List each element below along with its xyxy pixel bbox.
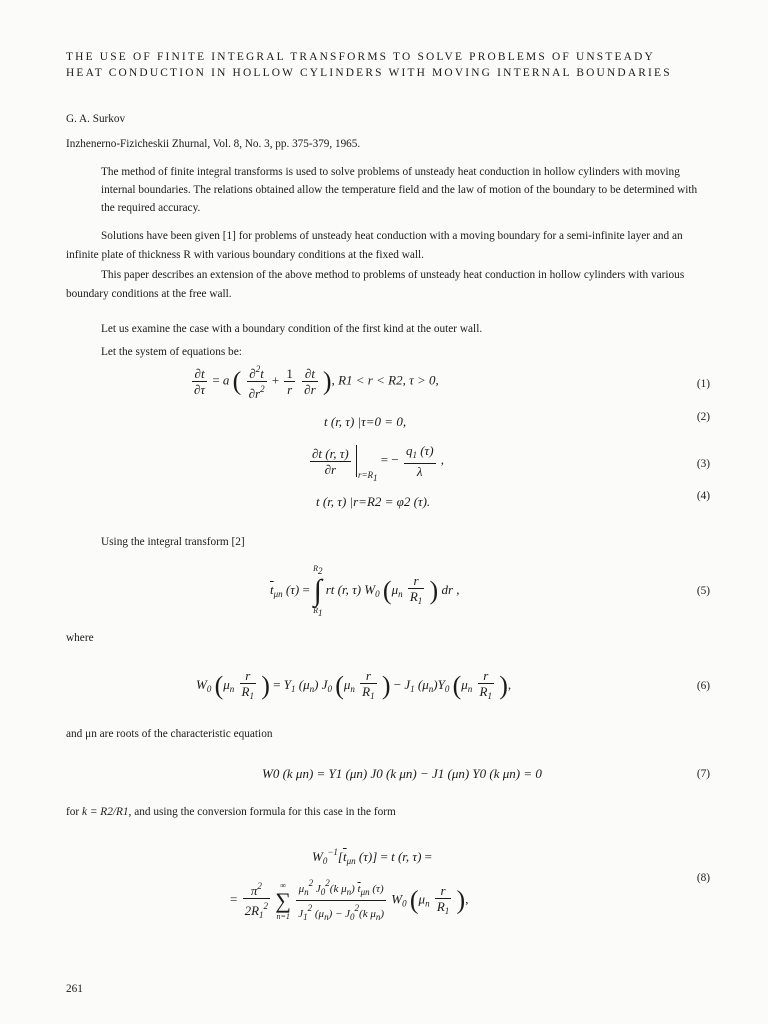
equation-7: W0 (k μn) = Y1 (μn) J0 (k μn) − J1 (μn) Y0 (k μn) = 0 <box>262 766 542 781</box>
equation-5: $\overline{t}_{\mu n}$ (τ) = R2 ∫ R1 rt (r, τ) $W_0$ ($\mu_n$ $\frac{r}{R_1}$ ) dr , <box>270 564 460 618</box>
equation-number-4: (4) <box>696 490 710 502</box>
paper-title: THE USE OF FINITE INTEGRAL TRANSFORMS TO SOLVE PROBLEMS OF UNSTEADY HEAT CONDUCTION IN HOLLOW CYLINDERS WITH MOVING INTERNAL BOUNDARIES <box>66 51 672 79</box>
author: G. A. Surkov <box>66 113 126 125</box>
equation-6: $W_0$ ($\mu_n$ $\frac{r}{R_1}$ ) = $Y_1$ $(\mu_n)$ $J_0$ ($\mu_n$ $\frac{r}{R_1}$ ) − $J_1$ $(\mu_n)Y_0$ ($\mu_n$ $\frac{r}{R_1}$ ), <box>196 668 512 701</box>
conversion-text-prefix: for <box>66 806 80 818</box>
equation-1: $\frac{\partial t}{\partial\tau}$ = a ( $\frac{\partial^2t}{\partial r^2}$ + $\frac{1}{r}$ $\frac{\partial t}{\partial r}$ ), R1 < r < R2, τ > 0, <box>194 364 439 401</box>
paragraph-1-text: Solutions have been given [1] for problems of unsteady heat conduction with a moving boundary for a semi-infinite layer and an infinite plate of thickness R with various boundary conditions at the fixed wall. <box>66 230 683 261</box>
equation-number-2: (2) <box>696 411 710 423</box>
paragraph-5: Using the integral transform [2] <box>101 536 245 548</box>
equation-1-condition: R1 < r < R2, τ > 0, <box>338 372 439 388</box>
k-definition: k = R2/R1, <box>82 806 132 818</box>
page-number: 261 <box>66 983 83 995</box>
where-label: where <box>66 632 94 644</box>
equation-number-5: (5) <box>696 585 710 597</box>
equation-number-6: (6) <box>696 680 710 692</box>
mu-roots-text: and μn are roots of the characteristic equation <box>66 728 273 740</box>
equation-number-7: (7) <box>696 768 710 780</box>
journal-citation: Inzhenerno-Fizicheskii Zhurnal, Vol. 8, No. 3, pp. 375-379, 1965. <box>66 138 361 150</box>
abstract: The method of finite integral transforms is used to solve problems of unsteady heat conduction in hollow cylinders with moving internal boundaries. The relations obtained allow the temperature field and the law of motion of the boundary to be determined with the required accuracy. <box>101 166 698 214</box>
equation-3: $\frac{\partial t (r, \tau)}{\partial r}$ $_{r=R1}$ = − $\frac{q_1 (\tau)}{\lambda}$ , <box>312 443 445 483</box>
paragraph-2-text: This paper describes an extension of the above method to problems of unsteady heat conduction in hollow cylinders with various boundary conditions at the free wall. <box>66 269 685 300</box>
paragraph-3: Let us examine the case with a boundary condition of the first kind at the outer wall. <box>101 323 483 335</box>
paragraph-2 <box>66 266 706 303</box>
equation-number-1: (1) <box>696 378 710 390</box>
equation-8-line-2: = $\frac{\pi^2}{2R_1^2}$ ∞ ∑ n=1 $\frac{\mu_n^2 J_0^2(k \mu_n) \overline{t}_{\mu n} (\tau)}{J_1^2 (\mu_n) - J_0^2(k \mu_n)}$ $W_0$ ($\mu_n$ $\frac{r}{R_1}$ ), <box>230 878 469 922</box>
equation-number-3: (3) <box>696 458 710 470</box>
paragraph-4: Let the system of equations be: <box>101 346 242 358</box>
equation-4: t (r, τ) |r=R2 = φ2 (τ). <box>316 494 431 509</box>
conversion-text-suffix: and using the conversion formula for this case in the form <box>134 806 396 818</box>
equation-2: t (r, τ) |τ=0 = 0, <box>324 414 407 429</box>
paragraph-1 <box>66 227 706 264</box>
equation-number-8: (8) <box>696 872 710 884</box>
conversion-text <box>66 806 396 818</box>
equation-8-line-1: $W_0^{-1}[\overline{t}_{\mu n}$ (τ)] = t (r, τ) = <box>312 847 432 866</box>
